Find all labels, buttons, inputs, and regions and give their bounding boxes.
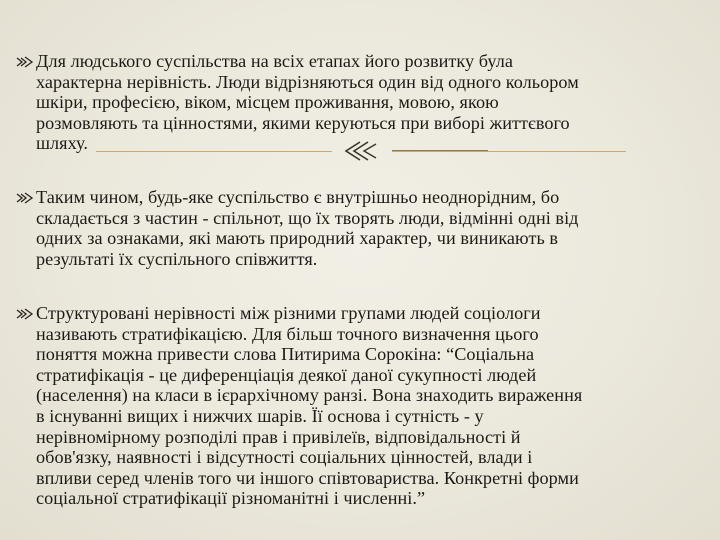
text-line: одних за ознаками, які мають природний характер, чи виникають в <box>36 228 559 249</box>
divider-line-right <box>392 151 626 152</box>
text-line: обов'язку, наявності і відсутності соціальних цінностей, влади і <box>36 447 533 468</box>
text-line: Структуровані нерівності між різними групами людей соціологи <box>36 303 541 323</box>
bullet-text-3 <box>36 303 696 509</box>
text-line: складається з частин - спільнот, що їх творять люди, відмінні одні від <box>36 207 579 228</box>
bullet-item-3 <box>16 303 706 509</box>
text-line: поняття можна привести слова Питирима Сорокіна: “Соціальна <box>36 344 535 365</box>
text-line: розмовляють та цінностями, якими керуються при виборі життєвого <box>36 112 570 133</box>
text-line: результаті їх суспільного співжиття. <box>36 248 318 269</box>
text-line: впливи серед членів того чи іншого співтовариства. Конкретні форми <box>36 467 579 488</box>
text-line: соціальної стратифікації різноманітні і численні.” <box>36 488 426 509</box>
text-line: Для людського суспільства на всіх етапах його розвитку була <box>36 51 513 71</box>
bullet-arrow-icon <box>16 191 36 205</box>
text-line: (населення) на класи в ієрархічному ранзі. Вона знаходить вираження <box>36 385 583 406</box>
text-line: в існуванні вищих і нижчих шарів. Її основа і сутність - у <box>36 405 484 426</box>
bullet-item-2 <box>16 187 706 269</box>
bullet-item-1 <box>16 51 706 154</box>
bullet-text-1 <box>36 51 696 154</box>
double-chevron-left-icon <box>338 140 382 162</box>
text-line: шкіри, професією, віком, місцем проживання, мовою, якою <box>36 92 499 113</box>
text-line: нерівномірному розподілі прав і привілеїв, відповідальності й <box>36 426 521 447</box>
bullet-arrow-icon <box>16 307 36 321</box>
text-line: Таким чином, будь-яке суспільство є внутрішньо неоднорідним, бо <box>36 187 560 207</box>
divider-line-right-dark <box>392 150 488 151</box>
text-line: називають стратифікацією. Для більш точного визначення цього <box>36 323 539 344</box>
section-divider <box>96 140 626 160</box>
bullet-text-2 <box>36 187 696 269</box>
text-line: шляху. <box>36 133 88 154</box>
text-line: характерна нерівність. Люди відрізняються один від одного кольором <box>36 71 579 92</box>
divider-line-left <box>96 151 332 152</box>
bullet-arrow-icon <box>16 55 36 69</box>
text-line: стратифікація - це диференціація деякої даної сукупності людей <box>36 364 537 385</box>
